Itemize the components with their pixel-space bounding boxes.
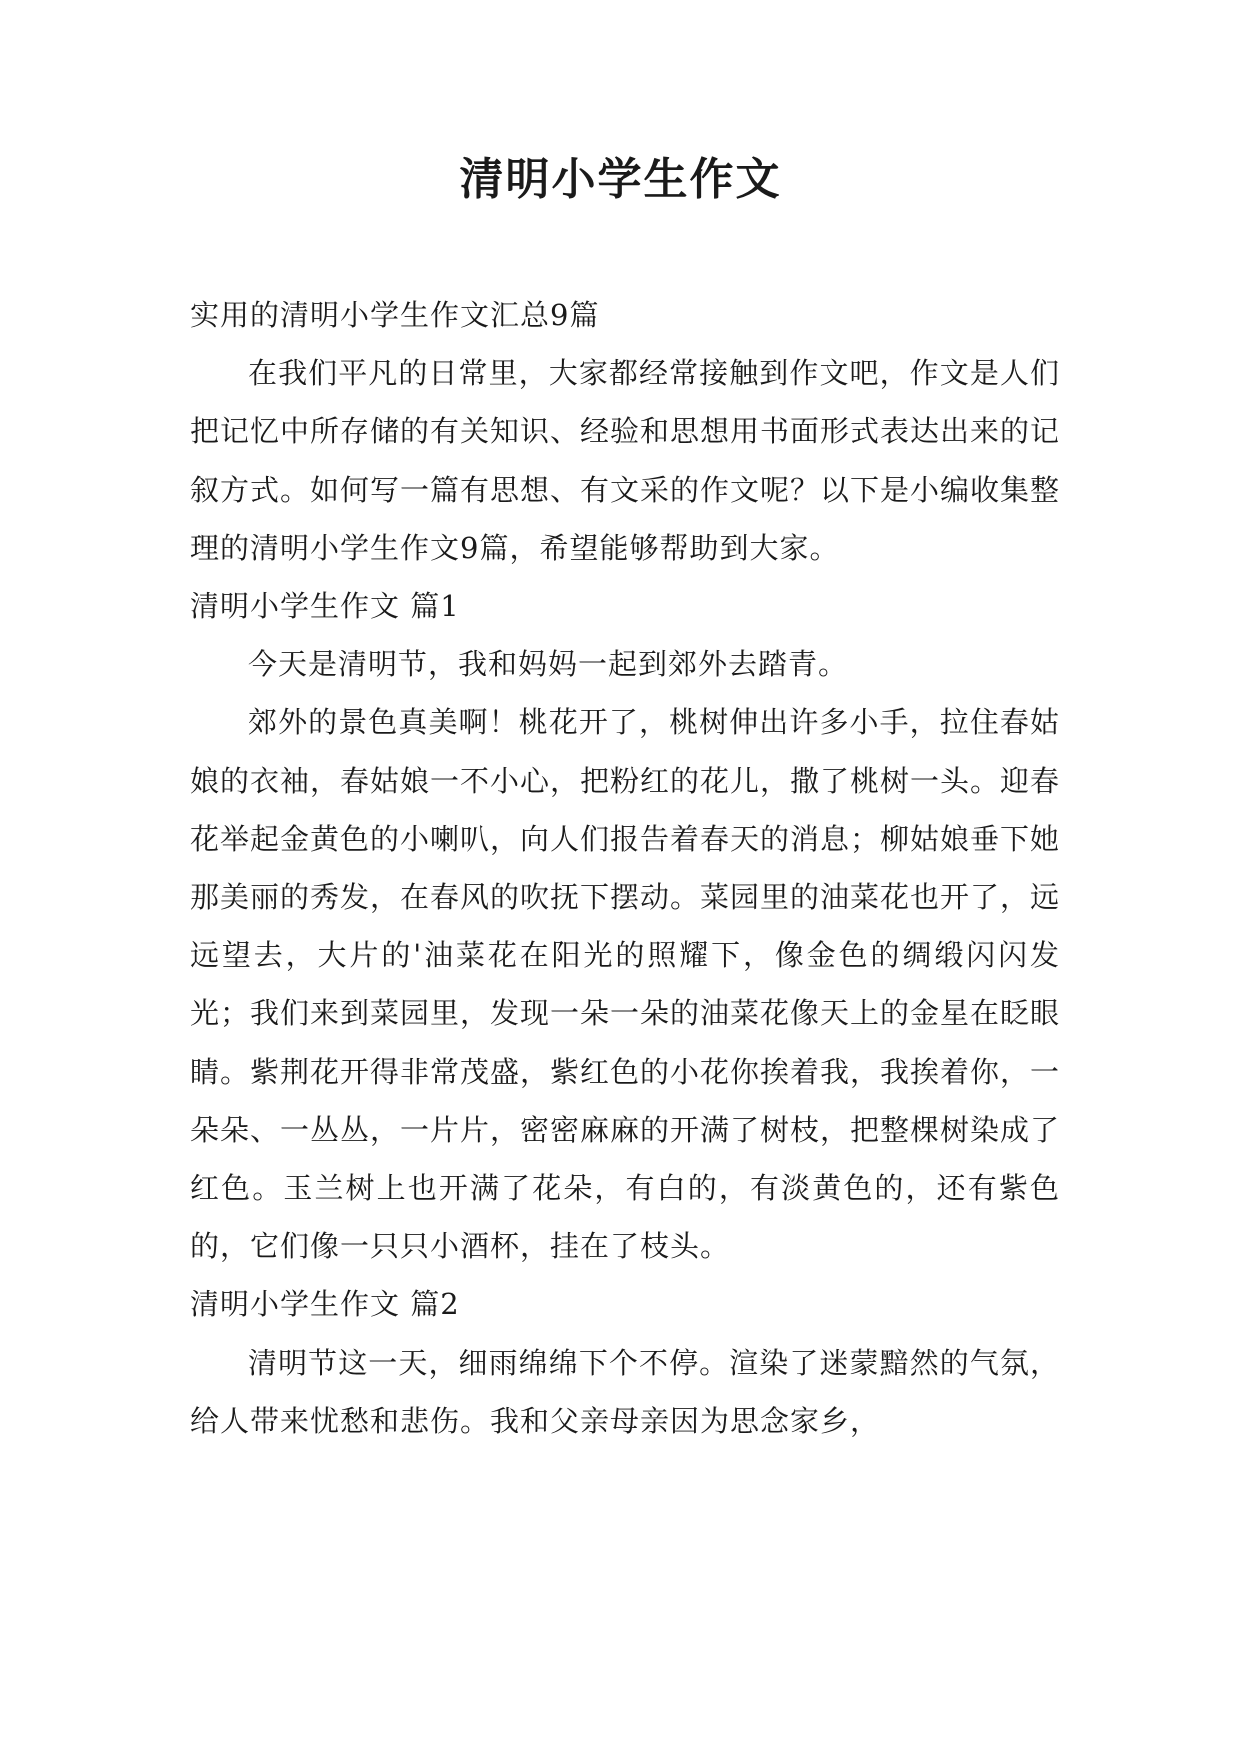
body-paragraph: 郊外的景色真美啊！桃花开了，桃树伸出许多小手，拉住春姑娘的衣袖，春姑娘一不小心，把粉红的花儿，撒了桃树一头。迎春花举起金黄色的小喇叭，向人们报告着春天的消息；柳姑娘垂下她那美丽的秀发，在春风的吹抚下摆动。菜园里的油菜花也开了，远远望去，大片的'油菜花在阳光的照耀下，像金色的绸缎闪闪发光；我们来到菜园里，发现一朵一朵的油菜花像天上的金星在眨眼睛。紫荆花开得非常茂盛，紫红色的小花你挨着我，我挨着你，一朵朵、一丛丛，一片片，密密麻麻的开满了树枝，把整棵树染成了红色。玉兰树上也开满了花朵，有白的，有淡黄色的，还有紫色的，它们像一只只小酒杯，挂在了枝头。 bbox=[190, 705, 1061, 1264]
body-paragraph: 今天是清明节，我和妈妈一起到郊外去踏青。 bbox=[248, 647, 849, 682]
body-paragraph: 清明节这一天，细雨绵绵下个不停。渲染了迷蒙黯然的气氛，给人带来忧愁和悲伤。我和父亲母亲因为思念家乡， bbox=[190, 1345, 1060, 1438]
section-heading: 清明小学生作文 篇2 bbox=[190, 1287, 460, 1322]
intro-paragraph: 在我们平凡的日常里，大家都经常接触到作文吧，作文是人们把记忆中所存储的有关知识、经验和思想用书面形式表达出来的记叙方式。如何写一篇有思想、有文采的作文呢？以下是小编收集整理的清明小学生作文9篇，希望能够帮助到大家。 bbox=[190, 356, 1061, 565]
document-title: 清明小学生作文 bbox=[459, 154, 782, 205]
document-body bbox=[190, 286, 1060, 1450]
subtitle-line: 实用的清明小学生作文汇总9篇 bbox=[190, 298, 600, 332]
section-heading: 清明小学生作文 篇1 bbox=[190, 589, 460, 624]
